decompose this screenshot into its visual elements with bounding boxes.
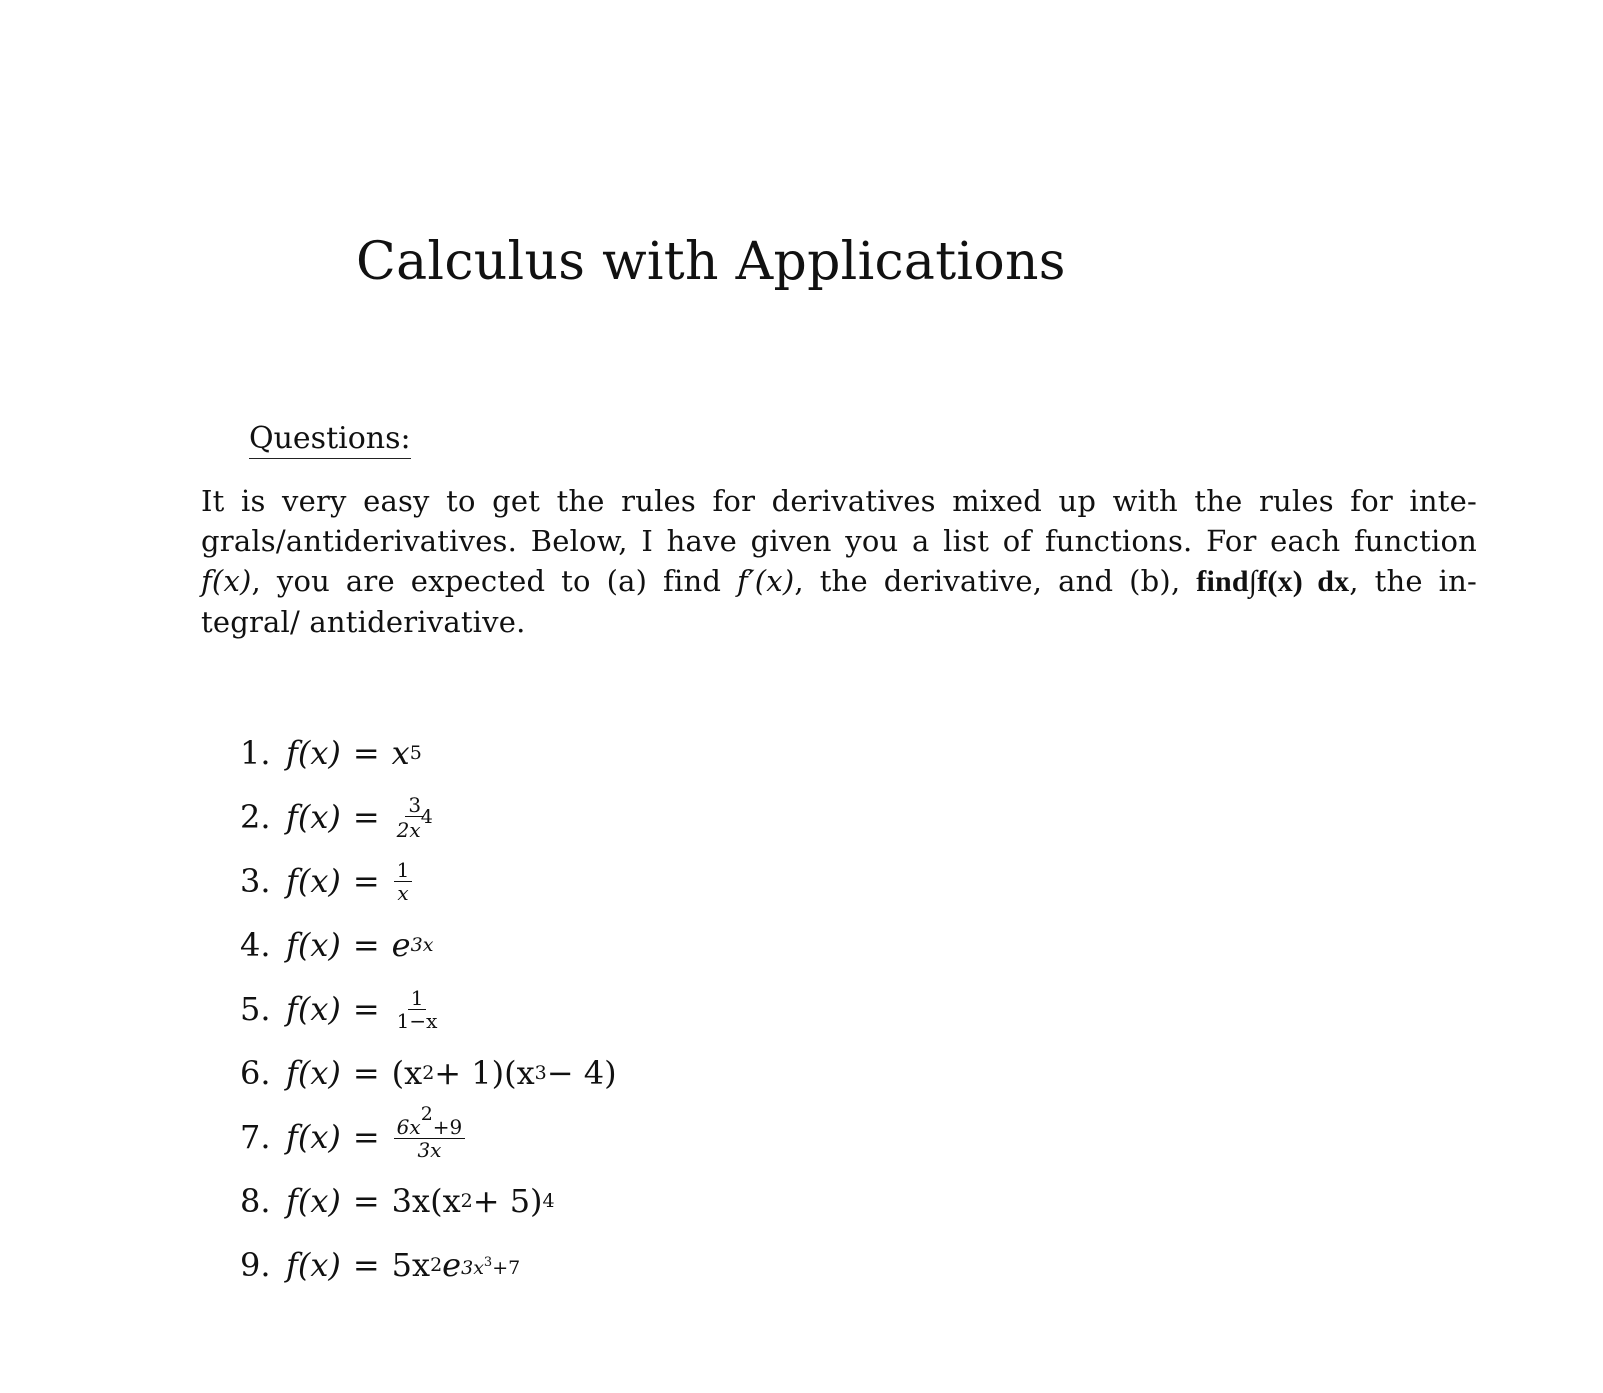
denominator: 1−x bbox=[396, 1008, 438, 1033]
fraction bbox=[394, 987, 441, 1032]
problem-number: 6. bbox=[240, 1054, 271, 1092]
equals-sign: = bbox=[352, 862, 380, 900]
problem-lhs: f(x) bbox=[286, 798, 341, 836]
numerator: 1 bbox=[408, 987, 427, 1010]
exponent-part: 3x bbox=[461, 1256, 484, 1279]
denominator: x bbox=[397, 880, 409, 905]
denominator-base: 2x bbox=[396, 817, 421, 842]
fraction bbox=[394, 859, 413, 904]
fraction bbox=[394, 1102, 466, 1162]
expr-part: (x bbox=[391, 1054, 423, 1092]
problem-lhs: f(x) bbox=[286, 1118, 341, 1156]
problem-item: 9. f(x) = 5x 2 e $3x^3+7$ bbox=[240, 1246, 521, 1284]
problem-number: 1. bbox=[240, 734, 271, 772]
intro-text-4: , the in-tegral/ antiderivative. bbox=[201, 564, 1478, 639]
expr-part: + 5) bbox=[472, 1182, 543, 1220]
exponent-part: +7 bbox=[492, 1256, 521, 1279]
problem-lhs: f(x) bbox=[286, 926, 341, 964]
intro-paragraph bbox=[201, 481, 1477, 642]
page-title: Calculus with Applications bbox=[356, 232, 1066, 292]
fraction bbox=[394, 794, 436, 841]
problem-lhs: f(x) bbox=[286, 1054, 341, 1092]
problem-lhs: f(x) bbox=[286, 1182, 341, 1220]
problem-number: 7. bbox=[240, 1118, 271, 1156]
denominator bbox=[394, 805, 436, 842]
intro-integral: find∫f(x) dx bbox=[1196, 565, 1350, 598]
exponent bbox=[461, 1254, 521, 1279]
problem-item bbox=[240, 1102, 840, 1162]
equals-sign: = bbox=[352, 798, 380, 836]
problem-lhs: f(x) bbox=[286, 862, 341, 900]
equals-sign: = bbox=[352, 926, 380, 964]
intro-text-2: , you are expected to (a) find bbox=[251, 564, 738, 598]
problem-lhs: f(x) bbox=[286, 734, 341, 772]
problem-item: 6. f(x) = (x 2 + 1)(x 3 − 4) bbox=[240, 1054, 617, 1092]
equals-sign: = bbox=[352, 990, 380, 1028]
problem-item bbox=[240, 856, 840, 906]
numerator: 1 bbox=[394, 859, 413, 882]
denominator-exponent: 4 bbox=[420, 805, 433, 828]
expr-part: e bbox=[442, 1246, 462, 1284]
problem-number: 2. bbox=[240, 798, 271, 836]
expr-part: 5x bbox=[391, 1246, 431, 1284]
problem-number: 5. bbox=[240, 990, 271, 1028]
section-heading: Questions: bbox=[249, 421, 411, 459]
problem-lhs: f(x) bbox=[286, 990, 341, 1028]
problem-number: 8. bbox=[240, 1182, 271, 1220]
problem-item bbox=[240, 984, 840, 1034]
numerator-exponent: 2 bbox=[420, 1102, 433, 1125]
base: e bbox=[391, 926, 411, 964]
problem-item bbox=[240, 792, 840, 842]
problem-number: 4. bbox=[240, 926, 271, 964]
expr-part: − 4) bbox=[546, 1054, 617, 1092]
equals-sign: = bbox=[352, 734, 380, 772]
problem-lhs: f(x) bbox=[286, 1246, 341, 1284]
intro-fprime: f′(x) bbox=[737, 564, 795, 598]
intro-fx: f(x) bbox=[201, 564, 252, 598]
denominator: 3x bbox=[417, 1137, 442, 1162]
numerator bbox=[394, 1102, 466, 1139]
expr-part: 3x(x bbox=[391, 1182, 461, 1220]
problem-item: 4. f(x) = e 3x bbox=[240, 926, 434, 964]
numerator-base: 6x bbox=[396, 1114, 421, 1139]
problem-number: 3. bbox=[240, 862, 271, 900]
problem-number: 9. bbox=[240, 1246, 271, 1284]
expr-part: + 1)(x bbox=[434, 1054, 535, 1092]
nested-exponent: 3 bbox=[483, 1254, 493, 1270]
problem-item: 1. f(x) = x 5 bbox=[240, 734, 422, 772]
problem-item: 8. f(x) = 3x(x 2 + 5) 4 bbox=[240, 1182, 555, 1220]
numerator: 3 bbox=[405, 794, 424, 817]
equals-sign: = bbox=[352, 1182, 380, 1220]
intro-text-1: It is very easy to get the rules for derivatives mixed up with the rules for inte-grals/antiderivatives. Below, I have given you a list of functions. For each function bbox=[201, 484, 1477, 558]
numerator-rest: +9 bbox=[432, 1114, 463, 1139]
base: x bbox=[391, 734, 410, 772]
intro-text-3: , the derivative, and (b), bbox=[794, 564, 1197, 598]
equals-sign: = bbox=[352, 1118, 380, 1156]
equals-sign: = bbox=[352, 1054, 380, 1092]
equals-sign: = bbox=[352, 1246, 380, 1284]
